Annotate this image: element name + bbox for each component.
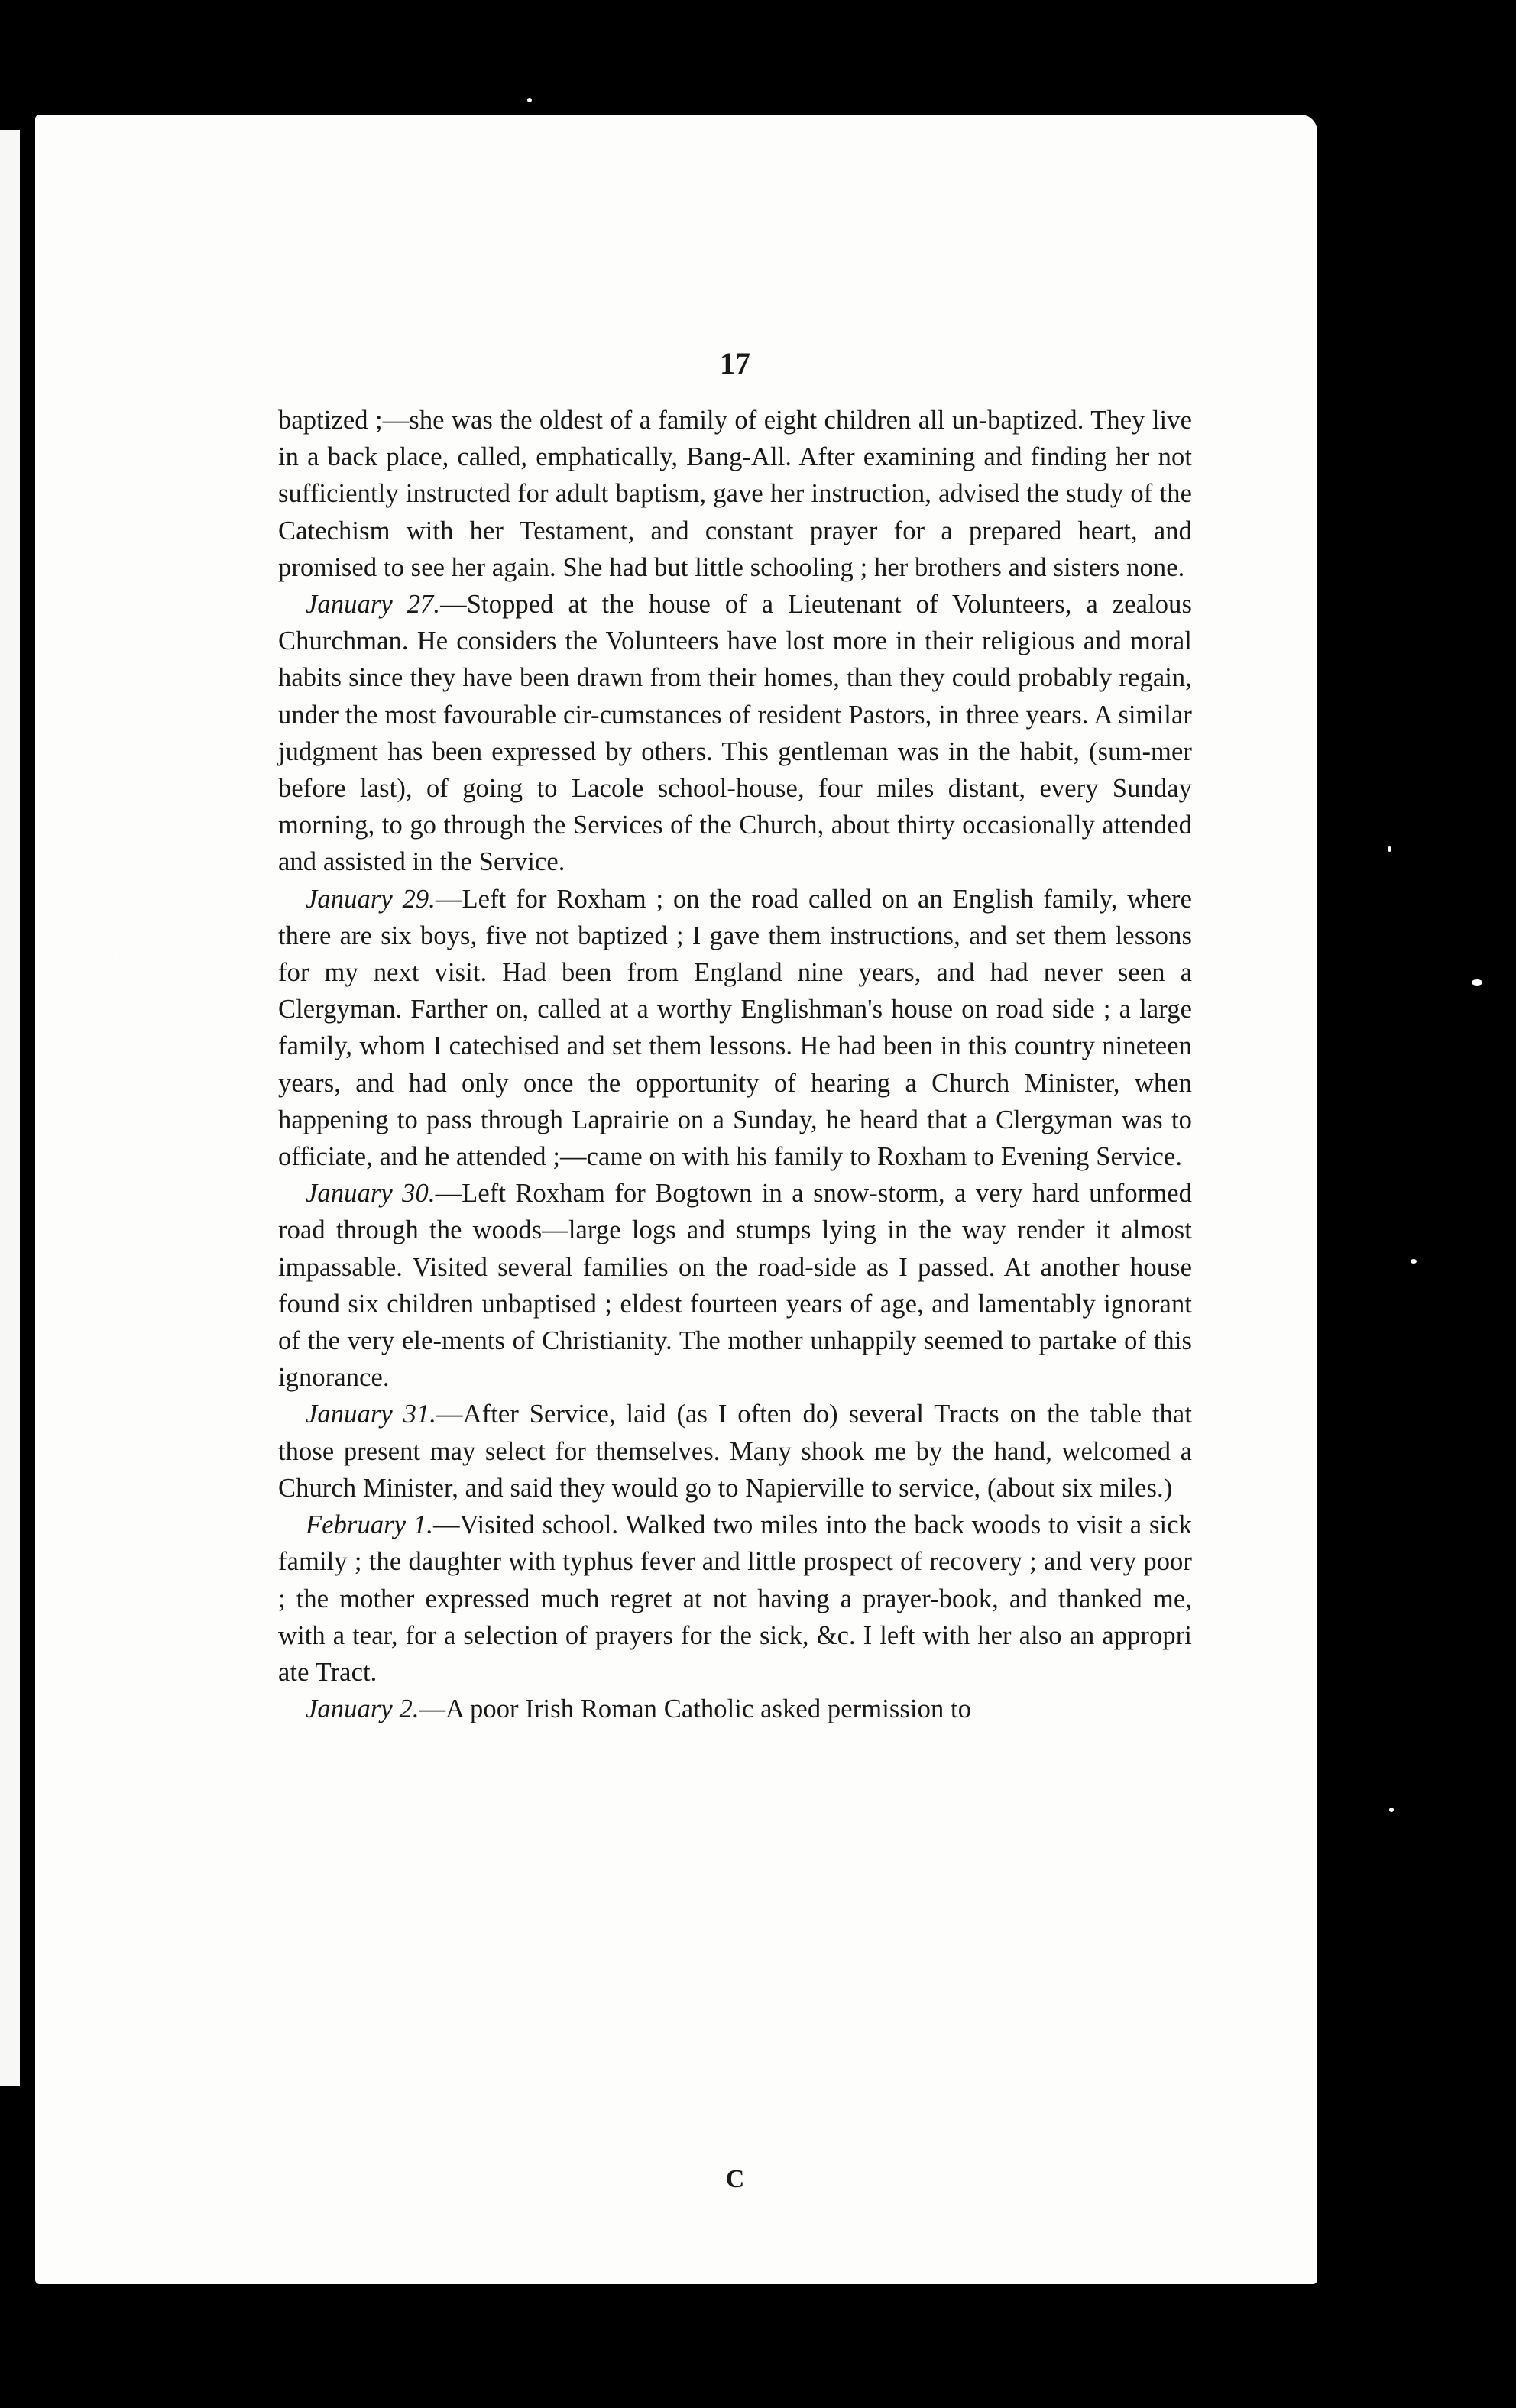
journal-entry — [278, 1396, 1192, 1507]
entry-date: January 30. — [306, 1179, 436, 1209]
entry-date: January 27. — [306, 590, 441, 620]
book-page — [35, 115, 1317, 2284]
entry-text: —Stopped at the house of a Lieutenant of Volunteers, a zealous Churchman. He considers the Volunteers have lost more in their religious and moral habits since they have been drawn from their homes, than they could probably regain, under the most favourable cir-cumstances of resident Pastors, in three years. A similar judgment has been expressed by others. This gentleman was in the habit, (sum-mer before last), of going to Lacole school-house, four miles distant, every Sunday morning, to go through the Services of the Church, about thirty occasionally attended and assisted in the Service. — [278, 590, 1192, 877]
entry-text: —After Service, laid (as I often do) several Tracts on the table that those present may select for themselves. Many shook me by the hand, welcomed a Church Minister, and said they would go to Napierville to service, (about six miles.) — [278, 1400, 1192, 1503]
dust-speck — [115, 955, 118, 959]
body-text — [278, 402, 1192, 1727]
dust-speck — [1389, 1808, 1394, 1812]
dust-speck — [527, 98, 532, 102]
journal-entry — [278, 1691, 1192, 1727]
entry-date: January 2. — [306, 1694, 419, 1724]
dust-speck — [1411, 1259, 1417, 1264]
signature-mark: C — [725, 2165, 745, 2193]
entry-text: —Left for Roxham ; on the road called on an English family, where there are six boys, five not baptized ; I gave them instructions, and set them lessons for my next visit. Had been from England nine years, and had never seen a Clergyman. Farther on, called at a worthy Englishman's house on road side ; a large family, whom I catechised and set them lessons. He had been in this country nineteen years, and had only once the opportunity of hearing a Church Minister, when happening to pass through Laprairie on a Sunday, he heard that a Clergyman was to officiate, and he attended ;—came on with his family to Roxham to Evening Service. — [278, 884, 1192, 1172]
journal-entry — [278, 1175, 1192, 1396]
entry-text: —A poor Irish Roman Catholic asked permission to — [419, 1694, 972, 1724]
paragraph-text: baptized ;—she was the oldest of a family of eight children all un-baptized. They live in a back place, called, emphatically, Bang-All. After examining and finding her not sufficiently instructed for adult baptism, gave her instruction, advised the study of the Catechism with her Testament, and constant prayer for a prepared heart, and promised to see her again. She had but little schooling ; her brothers and sisters none. — [278, 406, 1192, 582]
entry-text: —Visited school. Walked two miles into the back woods to visit a sick family ; the daughter with typhus fever and little prospect of recovery ; and very poor ; the mother expressed much regret at not having a prayer-book, and thanked me, with a tear, for a selection of prayers for the sick, &c. I left with her also an appropri ate Tract. — [278, 1510, 1192, 1687]
entry-text: —Left Roxham for Bogtown in a snow-storm, a very hard unformed road through the woods—large logs and stumps lying in the way render it almost impassable. Visited several families on the road-side as I passed. At another house found six children unbaptised ; eldest fourteen years of age, and lamentably ignorant of the very ele-ments of Christianity. The mother unhappily seemed to partake of this ignorance. — [278, 1179, 1192, 1393]
dust-speck — [1472, 979, 1482, 986]
adjacent-page-edge — [0, 130, 20, 2086]
journal-entry — [278, 1507, 1192, 1691]
entry-date: January 31. — [306, 1400, 437, 1429]
entry-date: February 1. — [306, 1510, 434, 1540]
journal-entry — [278, 586, 1192, 881]
entry-date: January 29. — [306, 884, 436, 914]
page-number: 17 — [720, 346, 750, 380]
dust-speck — [1388, 846, 1391, 852]
journal-entry — [278, 881, 1192, 1176]
paragraph-continuation — [278, 402, 1192, 586]
